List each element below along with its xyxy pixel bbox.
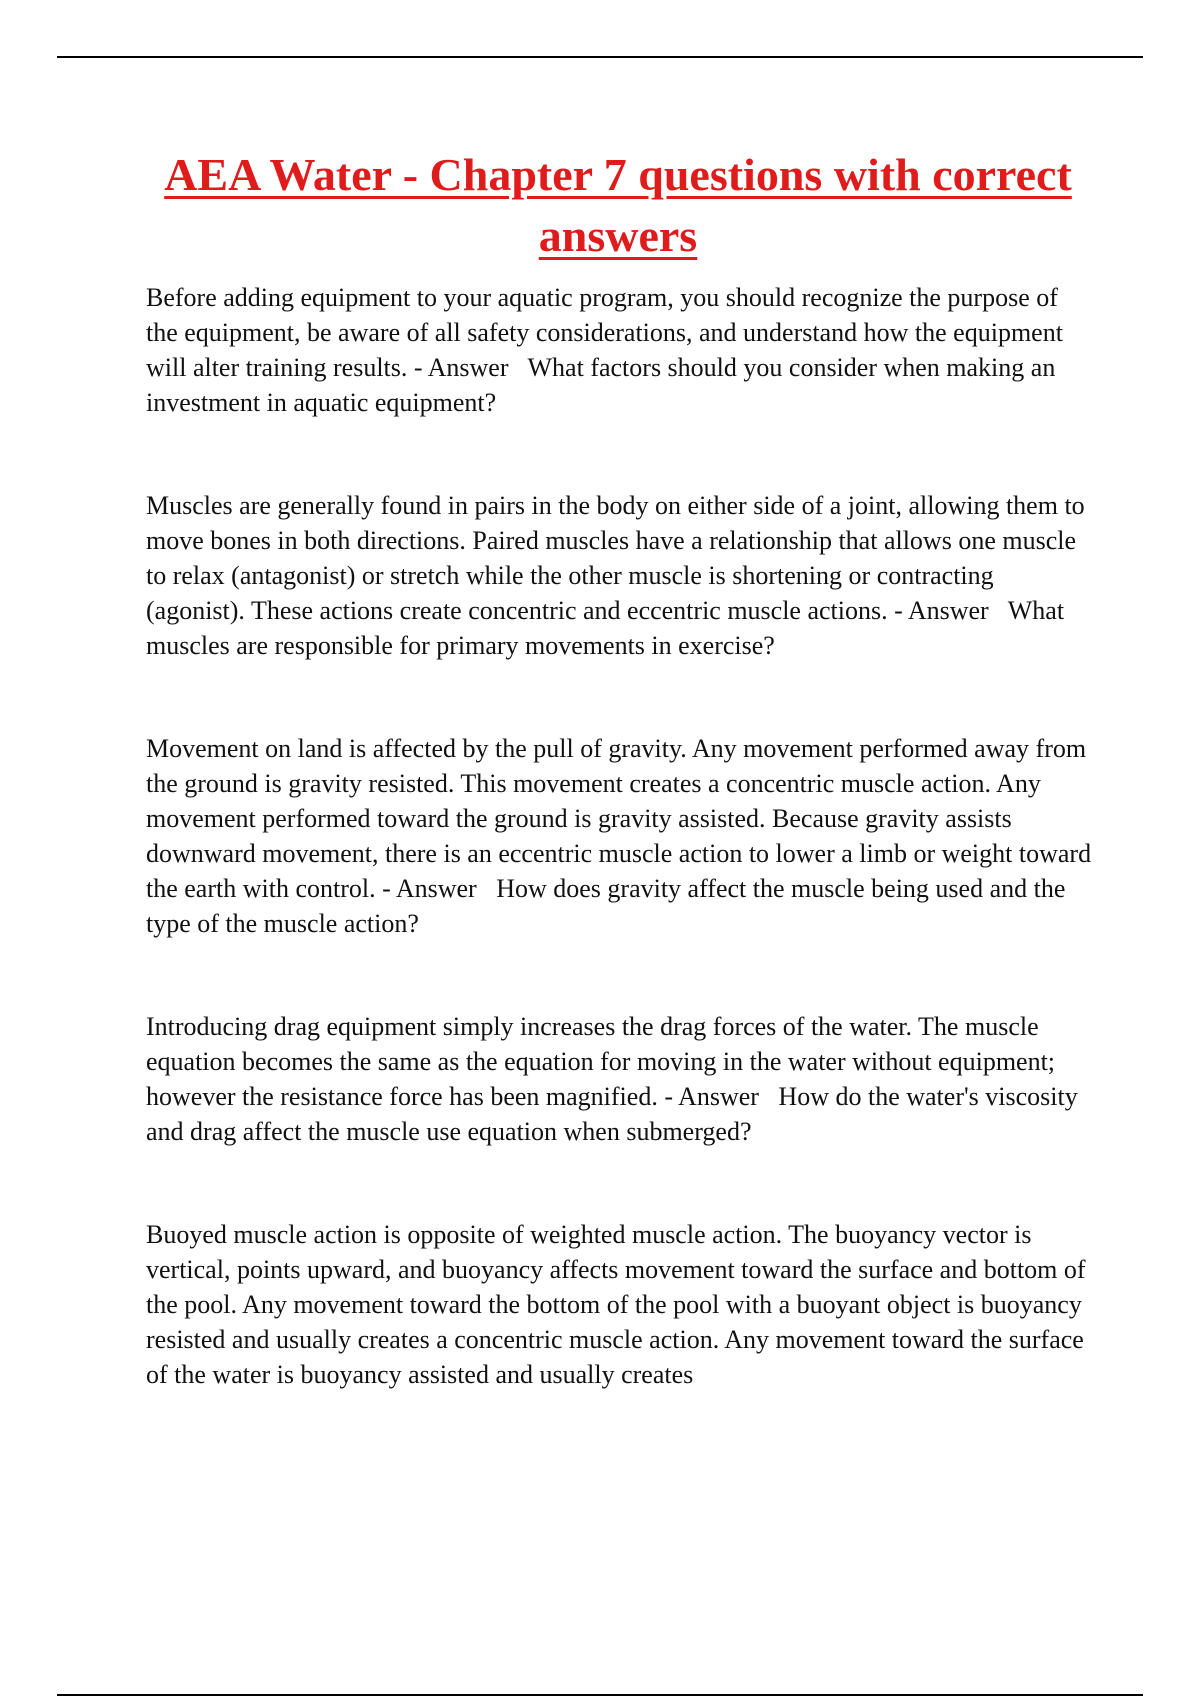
qa-answer: Buoyed muscle action is opposite of weighted muscle action. The buoyancy vector is vertical, points upward, and buoyancy affects movement toward the surface and bottom of the pool. Any movement toward the bottom of the pool with a buoyant object is buoyancy resisted and usually creates a concentric muscle action. Any movement toward the surface of the water is buoyancy assisted and usually creates: [146, 1220, 1086, 1389]
bottom-rule: [57, 1694, 1143, 1696]
qa-separator: - Answer: [407, 353, 528, 382]
page-title: AEA Water - Chapter 7 questions with correct answers: [164, 149, 1072, 261]
qa-item: [146, 488, 1096, 663]
qa-answer: Introducing drag equipment simply increases the drag forces of the water. The muscle equation becomes the same as the equation for moving in the water without equipment; however the resistance force has been magnified.: [146, 1012, 1056, 1111]
qa-item: [146, 1009, 1096, 1149]
qa-separator: - Answer: [657, 1082, 779, 1111]
qa-question: How do the water's viscosity and drag affect the muscle use equation when submerged?: [146, 1082, 1078, 1146]
qa-answer: Movement on land is affected by the pull of gravity. Any movement performed away from the ground is gravity resisted. This movement creates a concentric muscle action. Any movement performed toward the ground is gravity assisted. Because gravity assists downward movement, there is an eccentric muscle action to lower a limb or weight toward the earth with control.: [146, 734, 1092, 903]
qa-question: What factors should you consider when making an investment in aquatic equipment?: [146, 353, 1056, 417]
qa-answer: Muscles are generally found in pairs in the body on either side of a joint, allowing them to move bones in both directions. Paired muscles have a relationship that allows one muscle to relax (antagonist) or stretch while the other muscle is shortening or contracting (agonist). These actions create concentric and eccentric muscle actions.: [146, 491, 1085, 625]
qa-item: [146, 1217, 1096, 1392]
top-rule: [57, 56, 1143, 58]
qa-separator: - Answer: [887, 596, 1008, 625]
qa-question: What muscles are responsible for primary movements in exercise?: [146, 596, 1065, 660]
qa-item: [146, 280, 1096, 420]
qa-answer: Before adding equipment to your aquatic program, you should recognize the purpose of the equipment, be aware of all safety considerations, and understand how the equipment will alter training results.: [146, 283, 1063, 382]
qa-question: How does gravity affect the muscle being used and the type of the muscle action?: [146, 874, 1066, 938]
qa-list: [146, 280, 1096, 1460]
qa-separator: - Answer: [375, 874, 497, 903]
qa-item: [146, 731, 1096, 941]
